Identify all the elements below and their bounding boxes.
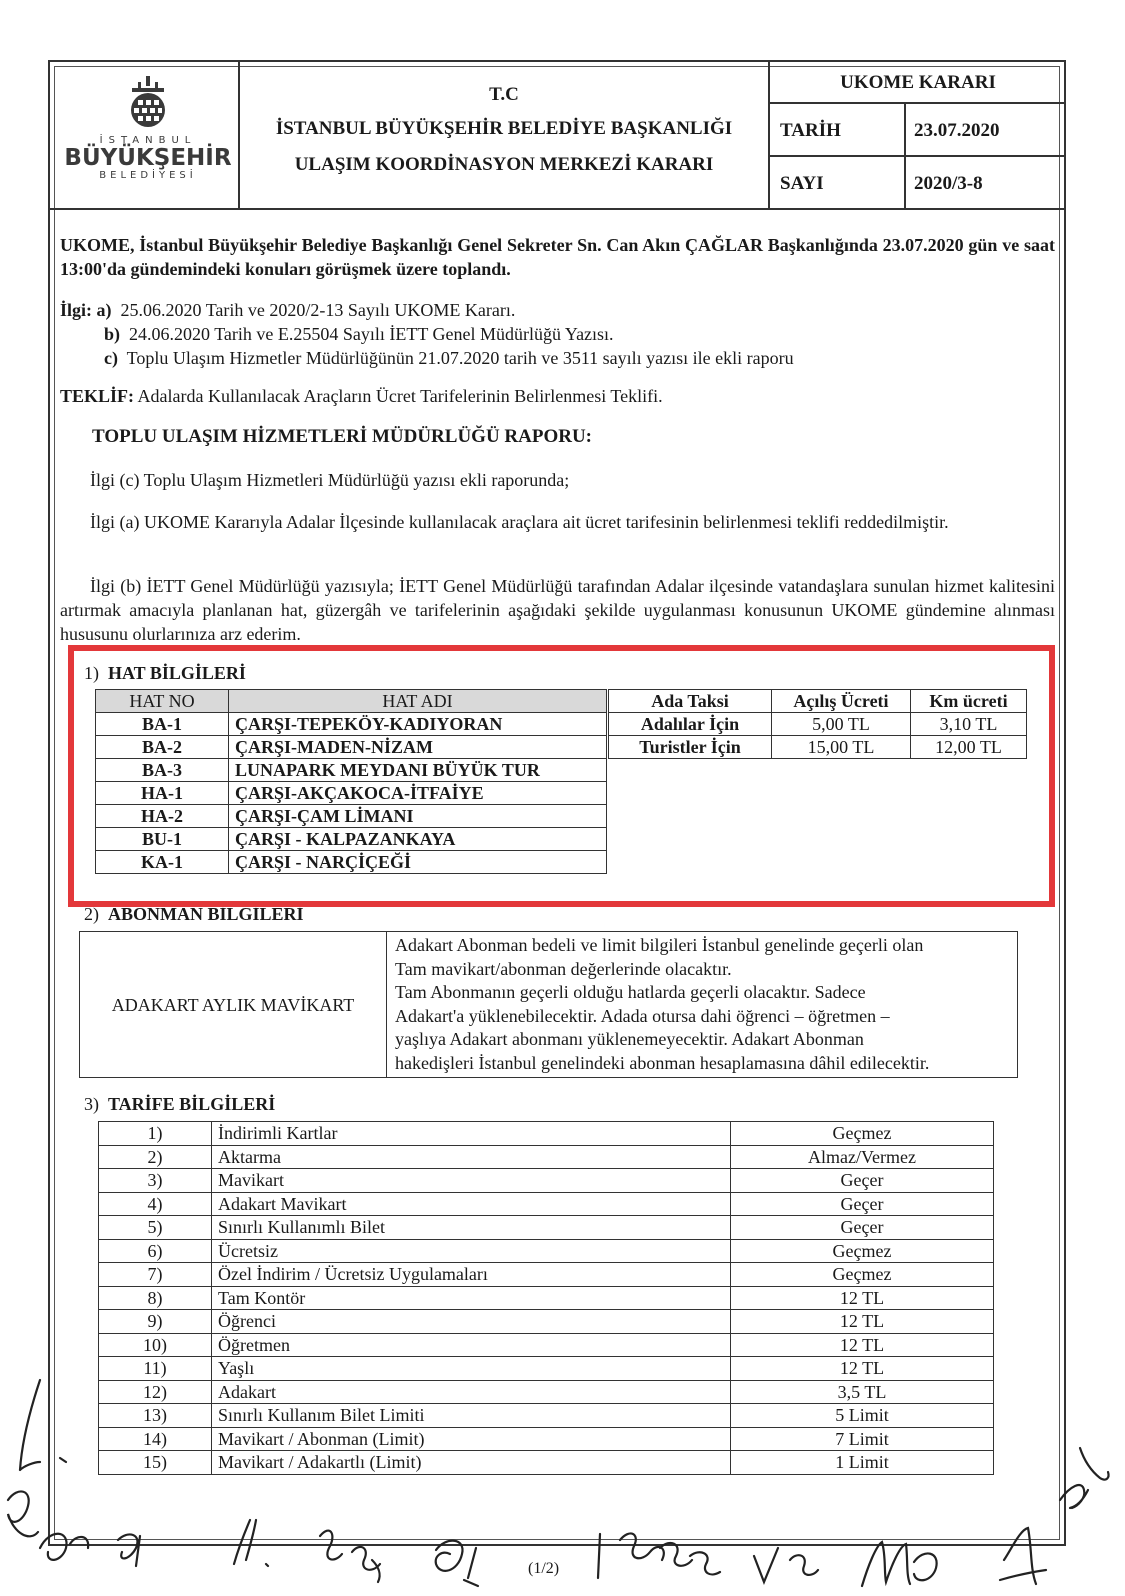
tarife-number: 4): [99, 1192, 212, 1216]
tarife-item: Özel İndirim / Ücretsiz Uygulamaları: [212, 1263, 731, 1287]
abonman-line: yaşlıya Adakart abonmanı yüklenemeyecektir. Adakart Abonman: [395, 1029, 864, 1049]
hat-name: ÇARŞI - KALPAZANKAYA: [229, 828, 607, 851]
tarife-number: 11): [99, 1357, 212, 1381]
hat-name: ÇARŞI-MADEN-NİZAM: [229, 736, 607, 759]
tarife-value: Geçer: [731, 1216, 994, 1240]
tarife-item: Mavikart / Abonman (Limit): [212, 1427, 731, 1451]
taxi-col-type: Ada Taksi: [609, 690, 772, 713]
tarife-number: 1): [99, 1122, 212, 1146]
tarife-item: Ücretsiz: [212, 1239, 731, 1263]
ilgi-a-key: a): [96, 300, 112, 320]
intro-paragraph: UKOME, İstanbul Büyükşehir Belediye Başkanlığı Genel Sekreter Sn. Can Akın ÇAĞLAR Başkanlığında 23.07.2020 gün ve saat 13:00'da gündemindeki konuları görüşmek üzere toplandı.: [60, 235, 1055, 279]
date-value: 23.07.2020: [914, 120, 1000, 141]
header-tc: T.C: [489, 84, 519, 105]
hat-no: KA-1: [96, 851, 229, 874]
ilgi-c-key: c): [104, 348, 118, 368]
taxi-km: 3,10 TL: [911, 713, 1027, 736]
section3-title: TARİFE BİLGİLERİ: [108, 1094, 276, 1114]
section1-title: HAT BİLGİLERİ: [108, 663, 246, 683]
date-label: TARİH: [780, 120, 841, 141]
tarife-item: Yaşlı: [212, 1357, 731, 1381]
report-title: TOPLU ULAŞIM HİZMETLERİ MÜDÜRLÜĞÜ RAPORU:: [92, 426, 593, 447]
hat-name: ÇARŞI-AKÇAKOCA-İTFAİYE: [229, 782, 607, 805]
tarife-value: 12 TL: [731, 1333, 994, 1357]
teklif-label: TEKLİF:: [60, 386, 135, 406]
tarife-value: 3,5 TL: [731, 1380, 994, 1404]
tarife-item: Sınırlı Kullanımlı Bilet: [212, 1216, 731, 1240]
tarife-value: Geçer: [731, 1192, 994, 1216]
tarife-item: İndirimli Kartlar: [212, 1122, 731, 1146]
tarife-value: Geçmez: [731, 1263, 994, 1287]
taxi-col-km: Km ücreti: [911, 690, 1027, 713]
tarife-value: 7 Limit: [731, 1427, 994, 1451]
tarife-item: Adakart: [212, 1380, 731, 1404]
ilgi-c-text: Toplu Ulaşım Hizmetler Müdürlüğünün 21.07.2020 tarih ve 3511 sayılı yazısı ile ekli raporu: [126, 348, 794, 368]
section3-number: 3): [84, 1094, 99, 1114]
tarife-item: Tam Kontör: [212, 1286, 731, 1310]
ilgi-a-text: 25.06.2020 Tarih ve 2020/2-13 Sayılı UKOME Kararı.: [120, 300, 516, 320]
tarife-item: Öğrenci: [212, 1310, 731, 1334]
tarife-number: 15): [99, 1451, 212, 1475]
hat-no: BA-1: [96, 713, 229, 736]
number-value: 2020/3-8: [914, 173, 983, 194]
hat-name: LUNAPARK MEYDANI BÜYÜK TUR: [229, 759, 607, 782]
tarife-number: 5): [99, 1216, 212, 1240]
abonman-line: Adakart'a yüklenebilecektir. Adada otursa dahi öğrenci – öğretmen –: [395, 1005, 890, 1026]
tarife-number: 6): [99, 1239, 212, 1263]
decision-type: UKOME KARARI: [840, 72, 996, 93]
header-title-1: İSTANBUL BÜYÜKŞEHİR BELEDİYE BAŞKANLIĞI: [275, 118, 733, 139]
teklif-text: Adalarda Kullanılacak Araçların Ücret Tarifelerinin Belirlenmesi Teklifi.: [137, 386, 663, 406]
tarife-number: 10): [99, 1333, 212, 1357]
hat-no: HA-2: [96, 805, 229, 828]
tarife-number: 12): [99, 1380, 212, 1404]
tarife-value: Geçer: [731, 1169, 994, 1193]
ilgi-b-text: 24.06.2020 Tarih ve E.25504 Sayılı İETT Genel Müdürlüğü Yazısı.: [129, 324, 614, 344]
tarife-value: 12 TL: [731, 1310, 994, 1334]
taxi-type: Adalılar İçin: [609, 713, 772, 736]
tarife-item: Öğretmen: [212, 1333, 731, 1357]
logo-line-1: İSTANBUL: [99, 135, 197, 146]
hat-col-no: HAT NO: [96, 690, 229, 713]
abonman-line: Adakart Abonman bedeli ve limit bilgileri İstanbul genelinde geçerli olan: [395, 935, 924, 955]
hat-no: BA-2: [96, 736, 229, 759]
hat-col-name: HAT ADI: [229, 690, 607, 713]
tarife-item: Mavikart / Adakartlı (Limit): [212, 1451, 731, 1475]
tarife-item: Sınırlı Kullanım Bilet Limiti: [212, 1404, 731, 1428]
abonman-line: Tam mavikart/abonman değerlerinde olacaktır.: [395, 958, 732, 979]
paragraph-2: İlgi (a) UKOME Kararıyla Adalar İlçesinde kullanılacak araçlara ait ücret tarifesinin belirlenmesi teklifi reddedilmiştir.: [90, 512, 949, 532]
hat-name: ÇARŞI-TEPEKÖY-KADIYORAN: [229, 713, 607, 736]
section1-number: 1): [84, 663, 99, 683]
hat-no: BA-3: [96, 759, 229, 782]
ilgi-label: İlgi:: [60, 300, 93, 320]
hat-name: ÇARŞI-ÇAM LİMANI: [229, 805, 607, 828]
hat-no: BU-1: [96, 828, 229, 851]
section2-title: ABONMAN BİLGİLERİ: [108, 904, 304, 924]
tarife-number: 2): [99, 1145, 212, 1169]
paragraph-1: İlgi (c) Toplu Ulaşım Hizmetleri Müdürlüğü yazısı ekli raporunda;: [90, 470, 570, 490]
ilgi-b-key: b): [104, 324, 121, 344]
abonman-label: ADAKART AYLIK MAVİKART: [80, 932, 387, 1078]
header-title-2: ULAŞIM KOORDİNASYON MERKEZİ KARARI: [294, 154, 714, 175]
page-number: (1/2): [528, 1560, 560, 1577]
abonman-line: Tam Abonmanın geçerli olduğu hatlarda geçerli olacaktır. Sadece: [395, 982, 866, 1002]
taxi-col-opening: Açılış Ücreti: [772, 690, 911, 713]
tarife-item: Aktarma: [212, 1145, 731, 1169]
tarife-number: 9): [99, 1310, 212, 1334]
abonman-line: hakedişleri İstanbul genelindeki abonman hesaplamasına dâhil edilecektir.: [395, 1052, 930, 1073]
tarife-value: 1 Limit: [731, 1451, 994, 1475]
logo-line-2: BÜYÜKŞEHİR: [64, 145, 232, 171]
logo-line-3: BELEDİYESİ: [99, 170, 197, 181]
section2-number: 2): [84, 904, 99, 924]
tarife-value: Almaz/Vermez: [731, 1145, 994, 1169]
number-label: SAYI: [780, 173, 824, 194]
tarife-item: Adakart Mavikart: [212, 1192, 731, 1216]
taxi-type: Turistler İçin: [609, 736, 772, 759]
hat-no: HA-1: [96, 782, 229, 805]
tarife-value: Geçmez: [731, 1122, 994, 1146]
tarife-value: 12 TL: [731, 1357, 994, 1381]
hat-name: ÇARŞI - NARÇİÇEĞİ: [229, 851, 607, 874]
taxi-opening: 5,00 TL: [772, 713, 911, 736]
tarife-number: 8): [99, 1286, 212, 1310]
tarife-number: 14): [99, 1427, 212, 1451]
tarife-value: Geçmez: [731, 1239, 994, 1263]
tarife-number: 7): [99, 1263, 212, 1287]
paragraph-3: İlgi (b) İETT Genel Müdürlüğü yazısıyla; İETT Genel Müdürlüğü tarafından Adalar ilçesinde vatandaşlara sunulan hizmet kalitesini artırmak amacıyla planlanan hat, güzergâh ve tarifelerinin aşağıdaki şekilde uygulanması konusunun UKOME gündemine alınması hususunu olurlarınıza arz ederim.: [60, 576, 1055, 644]
tarife-value: 5 Limit: [731, 1404, 994, 1428]
taxi-km: 12,00 TL: [911, 736, 1027, 759]
tarife-item: Mavikart: [212, 1169, 731, 1193]
tarife-number: 3): [99, 1169, 212, 1193]
taxi-opening: 15,00 TL: [772, 736, 911, 759]
tarife-number: 13): [99, 1404, 212, 1428]
tarife-value: 12 TL: [731, 1286, 994, 1310]
